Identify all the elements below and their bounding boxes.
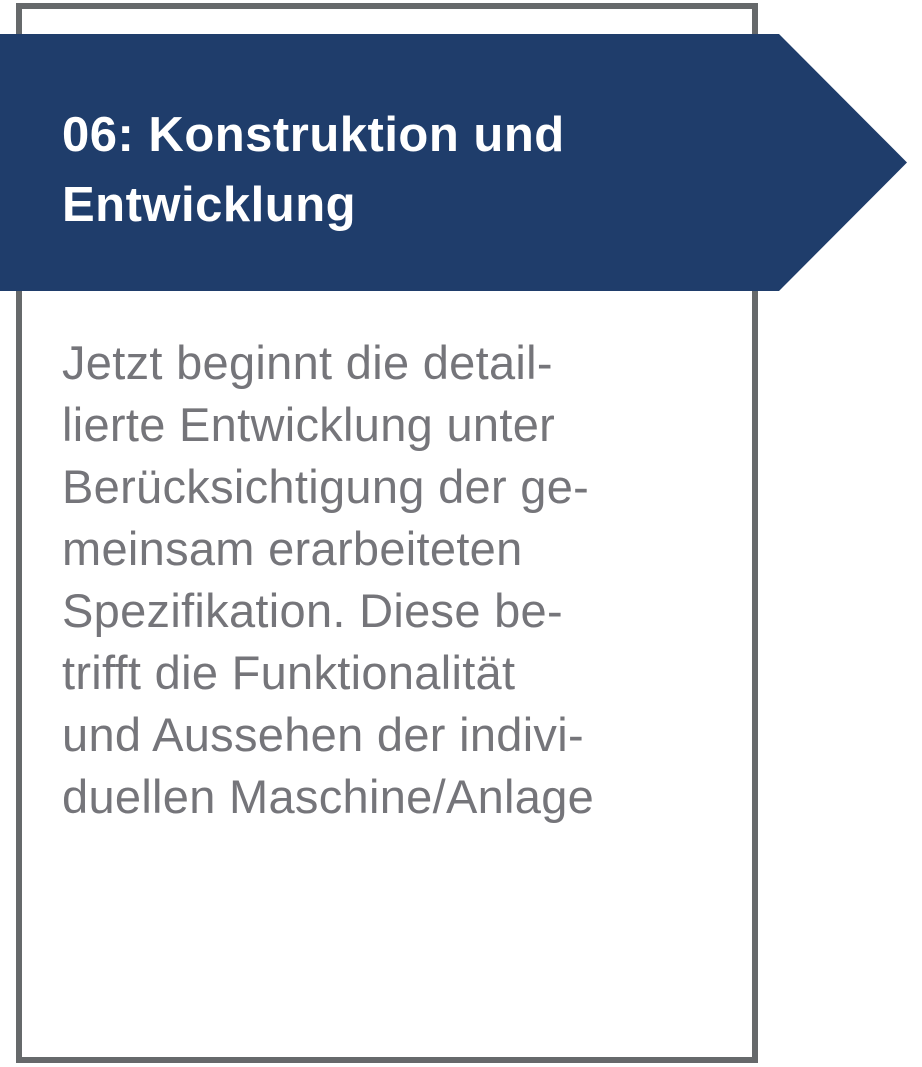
description-line: Spezifikation. Diese be-	[62, 584, 563, 637]
step-title-line-1: 06: Konstruktion und	[62, 108, 565, 162]
step-title	[62, 100, 565, 240]
description-line: lierte Entwicklung unter	[62, 398, 556, 451]
description-line: trifft die Funktionalität	[62, 646, 516, 699]
step-description	[62, 332, 594, 828]
description-line: meinsam erarbeiteten	[62, 522, 523, 575]
step-title-line-2: Entwicklung	[62, 178, 357, 232]
description-line: duellen Maschine/Anlage	[62, 770, 595, 823]
description-line: Berücksichtigung der ge-	[62, 460, 590, 513]
description-line: Jetzt beginnt die detail-	[62, 336, 553, 389]
description-line: und Aussehen der indivi-	[62, 708, 584, 761]
